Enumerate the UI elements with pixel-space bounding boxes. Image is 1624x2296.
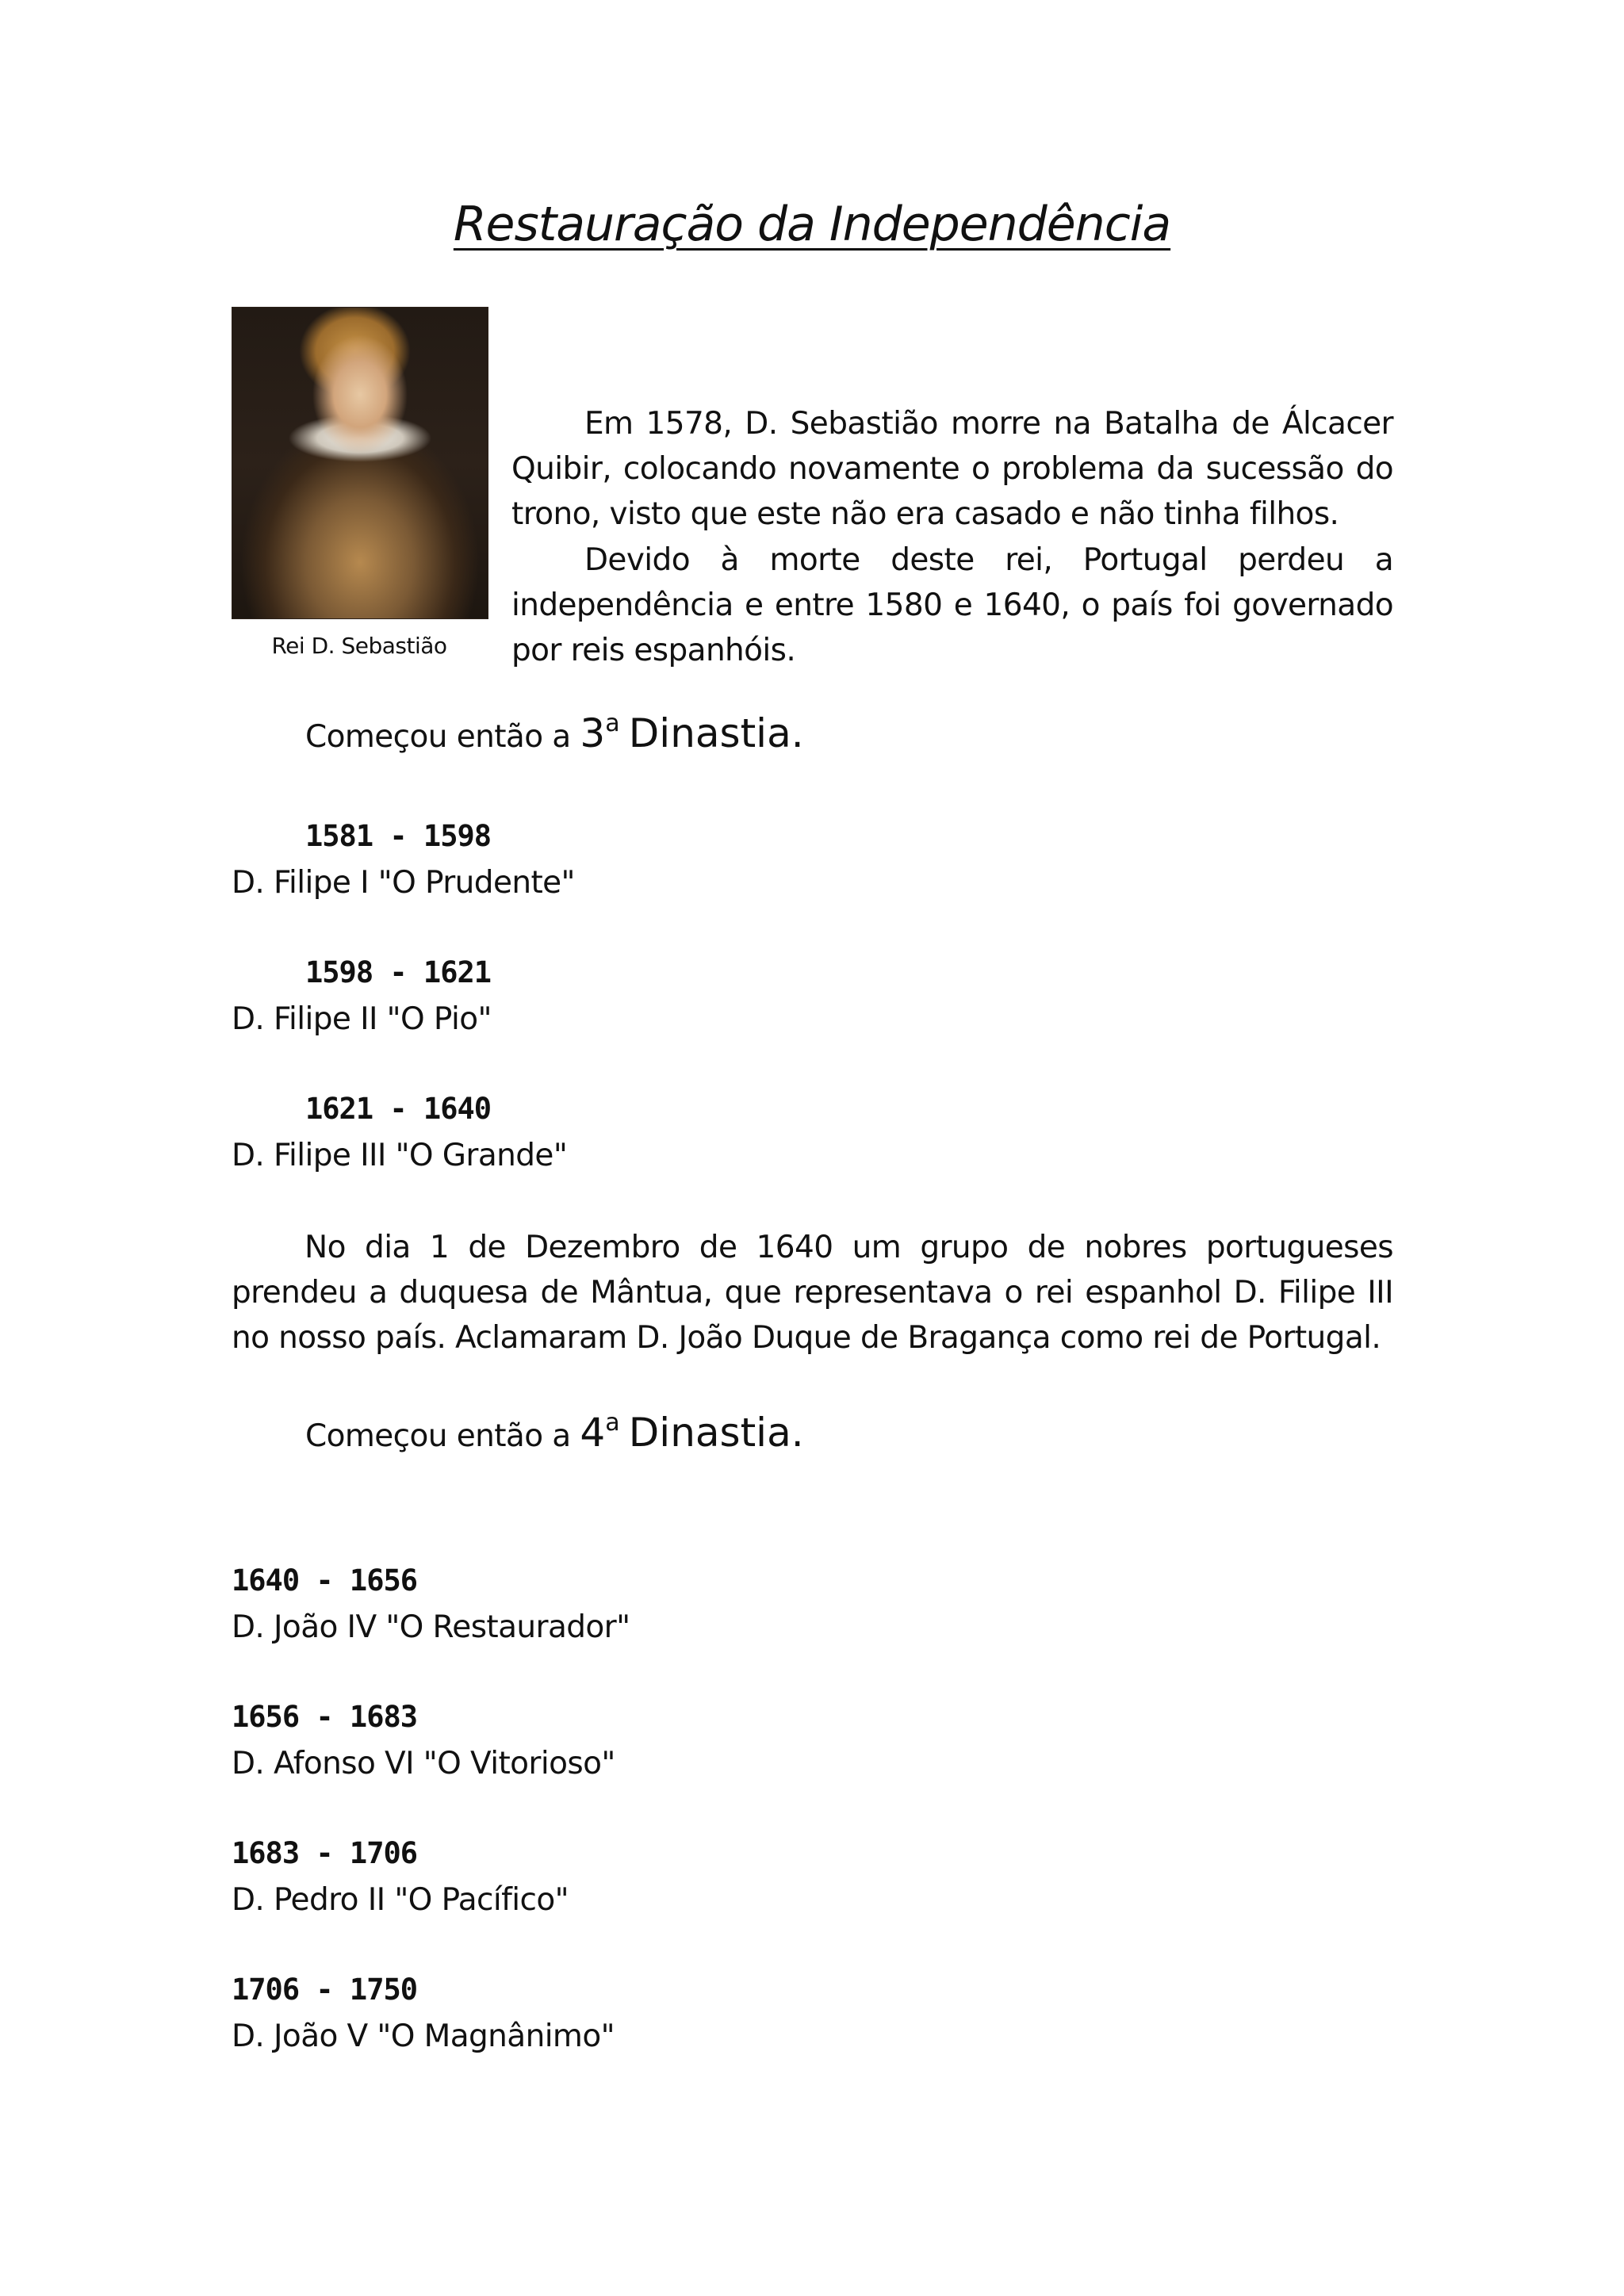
restoration-paragraph — [232, 1225, 1393, 1360]
king-name: D. Pedro II "O Pacífico" — [232, 1882, 569, 1918]
dynasty-3-ordinal: a — [605, 710, 619, 737]
portrait-image — [232, 307, 488, 619]
intro-paragraph-2 — [511, 538, 1393, 673]
dynasty-4-label: Dinastia. — [628, 1410, 804, 1456]
dynasty-4-number: 4 — [580, 1410, 606, 1456]
king-years: 1706 - 1750 — [232, 1973, 418, 2007]
dynasty-3-number: 3 — [580, 710, 606, 756]
intro-paragraph-1 — [511, 401, 1393, 537]
king-years: 1621 - 1640 — [305, 1092, 492, 1126]
king-name: D. João IV "O Restaurador" — [232, 1609, 630, 1645]
dynasty-4-heading — [305, 1409, 804, 1456]
king-years: 1581 - 1598 — [305, 819, 492, 853]
restoration-paragraph-text: No dia 1 de Dezembro de 1640 um grupo de nobres portugueses prendeu a duquesa de Mântua, que representava o rei espanhol D. Filipe III no nosso país. Aclamaram D. João Duque de Bragança como rei de Portugal. — [232, 1230, 1393, 1356]
king-name: D. Afonso VI "O Vitorioso" — [232, 1746, 615, 1781]
dynasty-3-prefix: Começou então a — [305, 719, 571, 755]
king-years: 1640 - 1656 — [232, 1563, 418, 1598]
page-title: Restauração da Independência — [453, 197, 1171, 252]
king-name: D. Filipe II "O Pio" — [232, 1001, 492, 1037]
dynasty-3-heading — [305, 710, 804, 756]
king-name: D. João V "O Magnânimo" — [232, 2019, 615, 2054]
portrait-caption: Rei D. Sebastião — [271, 633, 447, 659]
dynasty-4-prefix: Começou então a — [305, 1418, 571, 1454]
king-name: D. Filipe I "O Prudente" — [232, 865, 575, 901]
dynasty-4-ordinal: a — [605, 1409, 619, 1437]
king-years: 1683 - 1706 — [232, 1836, 418, 1870]
king-years: 1598 - 1621 — [305, 955, 492, 989]
king-years: 1656 - 1683 — [232, 1700, 418, 1734]
intro-paragraph-2-text: Devido à morte deste rei, Portugal perdeu a independência e entre 1580 e 1640, o país foi governado por reis espanhóis. — [511, 542, 1393, 668]
king-name: D. Filipe III "O Grande" — [232, 1138, 568, 1173]
dynasty-3-label: Dinastia. — [628, 710, 804, 756]
intro-paragraph-1-text: Em 1578, D. Sebastião morre na Batalha de Álcacer Quibir, colocando novamente o problema da sucessão do trono, visto que este não era casado e não tinha filhos. — [511, 406, 1393, 532]
